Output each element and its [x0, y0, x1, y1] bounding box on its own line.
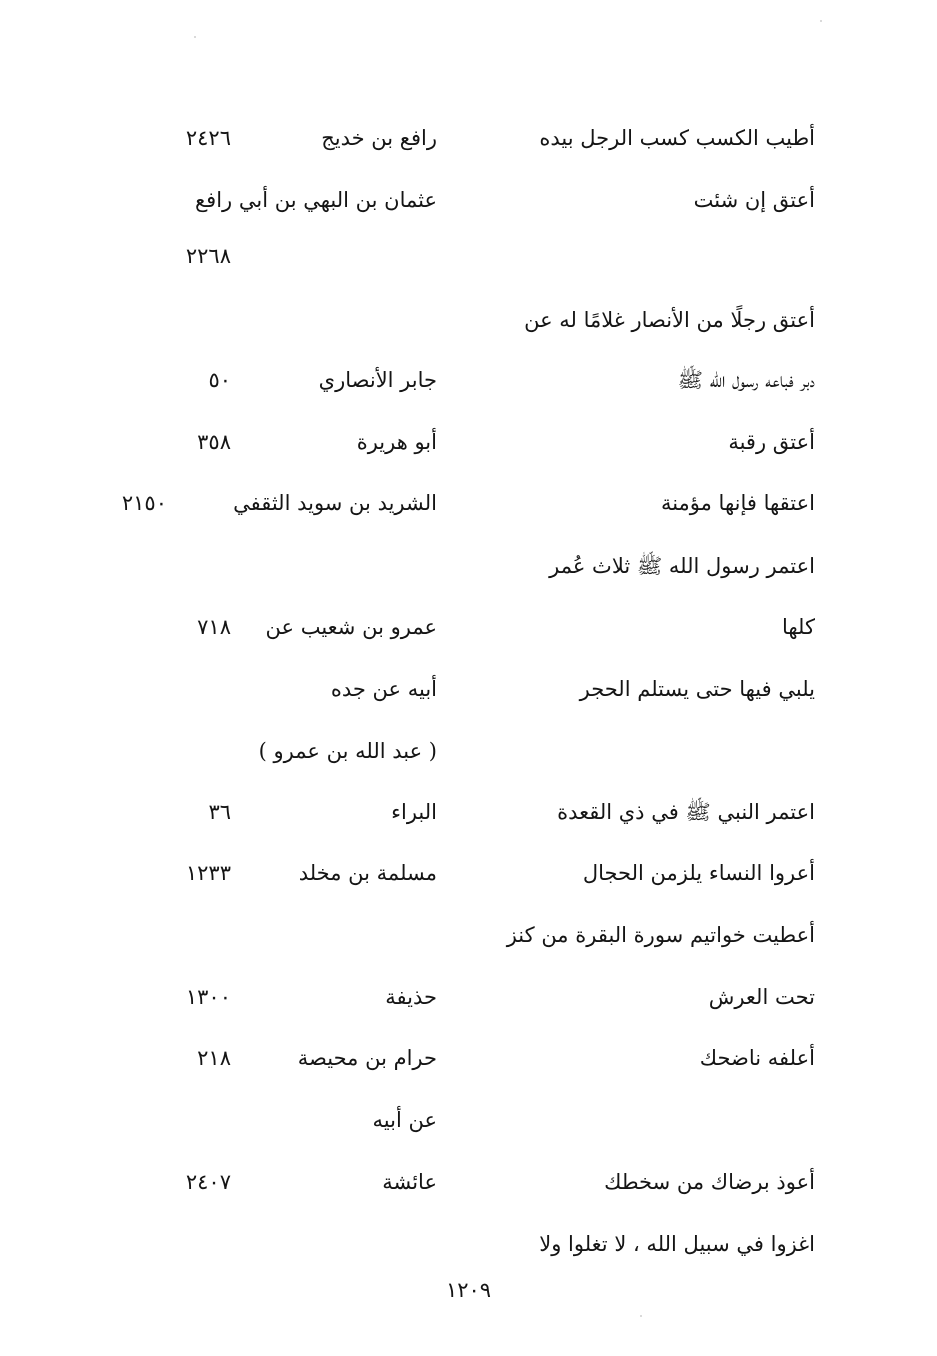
narrator-name: عائشة — [382, 1170, 437, 1194]
index-row — [0, 913, 937, 957]
narrator-name: حرام بن محيصة — [297, 1046, 437, 1070]
hadith-number: ٣٦ — [208, 800, 231, 824]
narrator-name: عثمان بن البهي بن أبي رافع — [195, 188, 437, 212]
hadith-text — [485, 1098, 815, 1142]
narrator-name: أبو هريرة — [356, 430, 437, 454]
hadith-text: أعطيت خواتيم سورة البقرة من كنز — [506, 923, 815, 947]
hadith-text: دبر فباعه رسول الله ﷺ — [677, 368, 815, 392]
narrator-name — [237, 1222, 437, 1266]
hadith-text — [485, 729, 815, 773]
index-row — [0, 481, 937, 525]
hadith-text: أعلفه ناضحك — [699, 1046, 815, 1070]
scan-speck — [194, 36, 196, 38]
narrator-name: عن أبيه — [372, 1108, 437, 1132]
index-row — [0, 544, 937, 588]
narrator-name — [237, 913, 437, 957]
index-row — [0, 1160, 937, 1204]
hadith-number — [151, 1222, 231, 1266]
hadith-text: أعتق رجلًا من الأنصار غلامًا له عن — [524, 308, 815, 332]
hadith-number: ١٢٣٣ — [185, 861, 231, 885]
hadith-number — [151, 544, 231, 588]
narrator-name: البراء — [391, 800, 437, 824]
hadith-text: أطيب الكسب كسب الرجل بيده — [539, 126, 815, 150]
hadith-number: ٧١٨ — [197, 615, 231, 639]
hadith-text: أعروا النساء يلزمن الحجال — [582, 861, 815, 885]
hadith-text: أعتق إن شئت — [693, 188, 815, 212]
index-row — [0, 1036, 937, 1080]
hadith-number: ٣٥٨ — [197, 430, 231, 454]
narrator-name: أبيه عن جده — [330, 677, 437, 701]
hadith-text — [485, 234, 815, 278]
hadith-text: أعتق رقبة — [728, 430, 815, 454]
index-row — [0, 420, 937, 464]
index-row — [0, 975, 937, 1019]
index-row — [0, 1098, 937, 1142]
hadith-number: ٥٠ — [208, 368, 231, 392]
narrator-name: رافع بن خديج — [321, 126, 437, 150]
hadith-number — [151, 667, 231, 711]
hadith-text: كلها — [781, 615, 815, 639]
index-row — [0, 605, 937, 649]
hadith-number — [151, 1098, 231, 1142]
narrator-name: جابر الأنصاري — [318, 368, 437, 392]
hadith-text: اعتمر النبي ﷺ في ذي القعدة — [557, 800, 815, 824]
narrator-name — [237, 234, 437, 278]
narrator-name — [237, 298, 437, 342]
hadith-number: ٢٤٢٦ — [185, 126, 231, 150]
hadith-number — [151, 298, 231, 342]
hadith-number: ٢٤٠٧ — [185, 1170, 231, 1194]
index-row — [0, 234, 937, 278]
hadith-text: يلبي فيها حتى يستلم الحجر — [579, 677, 815, 701]
index-row — [0, 729, 937, 773]
index-row — [0, 667, 937, 711]
hadith-text: اغزوا في سبيل الله ، لا تغلوا ولا — [539, 1232, 815, 1256]
hadith-number — [151, 178, 231, 222]
narrator-name: ( عبد الله بن عمرو ) — [258, 739, 437, 763]
hadith-number: ٢١٥٠ — [121, 491, 167, 515]
hadith-number: ١٣٠٠ — [185, 985, 231, 1009]
index-row — [0, 298, 937, 342]
hadith-number: ٢١٨ — [197, 1046, 231, 1070]
hadith-number: ٢٢٦٨ — [185, 244, 231, 268]
hadith-text: أعوذ برضاك من سخطك — [604, 1170, 815, 1194]
narrator-name: مسلمة بن مخلد — [298, 861, 437, 885]
index-row — [0, 851, 937, 895]
narrator-name: الشريد بن سويد الثقفي — [233, 491, 437, 515]
index-row — [0, 116, 937, 160]
scan-speck — [640, 1315, 642, 1317]
narrator-name: حذيفة — [385, 985, 437, 1009]
hadith-number — [151, 729, 231, 773]
hadith-text: اعتقها فإنها مؤمنة — [660, 491, 815, 515]
hadith-text: اعتمر رسول الله ﷺ ثلاث عُمر — [549, 554, 815, 578]
page-number: ١٢٠٩ — [445, 1278, 492, 1302]
index-row — [0, 178, 937, 222]
hadith-text: تحت العرش — [708, 985, 815, 1009]
index-row — [0, 1222, 937, 1266]
scan-speck — [820, 20, 822, 22]
narrator-name: عمرو بن شعيب عن — [265, 615, 437, 639]
narrator-name — [237, 544, 437, 588]
hadith-number — [151, 913, 231, 957]
index-row — [0, 358, 937, 402]
index-row — [0, 790, 937, 834]
